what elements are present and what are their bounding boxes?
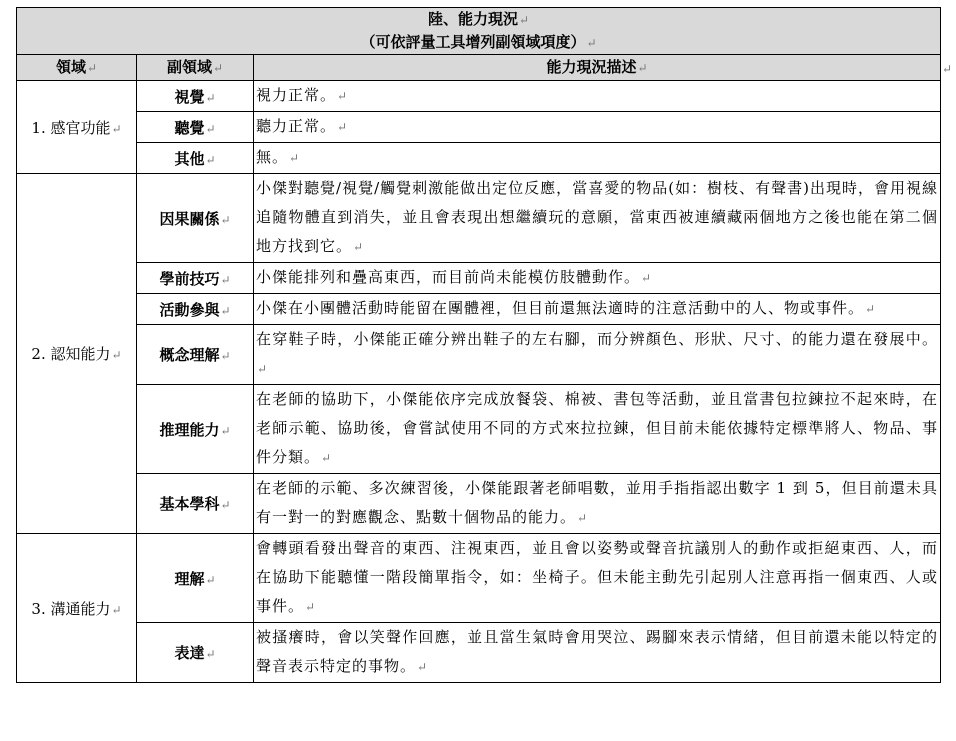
header-description: 能力現況描述↵	[254, 55, 941, 81]
description-cell: 聽力正常。↵	[254, 112, 941, 143]
title-line-1: 陸、能力現況	[427, 10, 518, 28]
subdomain-cell: 概念理解↵	[137, 325, 254, 385]
description-cell: 在穿鞋子時，小傑能正確分辨出鞋子的左右腳，而分辨顏色、形狀、尺寸、的能力還在發展中。↵	[254, 325, 941, 385]
subdomain-cell: 基本學科↵	[137, 474, 254, 534]
table-row	[17, 81, 941, 112]
title-line-2: （可依評量工具增列副領域項度）	[360, 33, 586, 51]
table-title: 陸、能力現況↵ （可依評量工具增列副領域項度）↵	[17, 8, 941, 55]
table-row	[17, 325, 941, 385]
description-cell: 視力正常。↵	[254, 81, 941, 112]
table-row	[17, 112, 941, 143]
domain-cell-communication: 3. 溝通能力↵	[17, 534, 137, 683]
description-cell: 小傑在小團體活動時能留在團體裡，但目前還無法適時的注意活動中的人、物或事件。↵	[254, 294, 941, 325]
domain-cell-sensory: 1. 感官功能↵	[17, 81, 137, 174]
description-cell: 在老師的協助下，小傑能依序完成放餐袋、棉被、書包等活動，並且當書包拉鍊拉不起來時，在老師示範、協助後，會嘗試使用不同的方式來拉拉鍊，但目前未能依據特定標準將人、物品、事件分類。↵	[254, 385, 941, 474]
header-subdomain: 副領域↵	[137, 55, 254, 81]
header-row	[17, 55, 941, 81]
subdomain-cell: 聽覺↵	[137, 112, 254, 143]
description-cell: 在老師的示範、多次練習後，小傑能跟著老師唱數，並用手指指認出數字 1 到 5，但目前還未具有一對一的對應觀念、點數十個物品的能力。↵	[254, 474, 941, 534]
domain-cell-cognitive: 2. 認知能力↵	[17, 174, 137, 534]
table-title-row	[17, 8, 941, 55]
table-row	[17, 294, 941, 325]
paragraph-mark: ↵	[942, 62, 953, 76]
subdomain-cell: 表達↵	[137, 623, 254, 683]
description-cell: 無。↵	[254, 143, 941, 174]
subdomain-cell: 推理能力↵	[137, 385, 254, 474]
table-row	[17, 623, 941, 683]
table-row	[17, 385, 941, 474]
table-row	[17, 263, 941, 294]
subdomain-cell: 因果關係↵	[137, 174, 254, 263]
description-cell: 被搔癢時，會以笑聲作回應，並且當生氣時會用哭泣、踢腳來表示情緒，但目前還未能以特定的聲音表示特定的事物。↵	[254, 623, 941, 683]
description-cell: 小傑能排列和疊高東西，而目前尚未能模仿肢體動作。↵	[254, 263, 941, 294]
subdomain-cell: 學前技巧↵	[137, 263, 254, 294]
subdomain-cell: 理解↵	[137, 534, 254, 623]
description-cell: 小傑對聽覺/視覺/觸覺刺激能做出定位反應，當喜愛的物品(如：樹枝、有聲書)出現時，會用視線追隨物體直到消失，並且會表現出想繼續玩的意願，當東西被連續藏兩個地方之後也能在第二個地方找到它。↵	[254, 174, 941, 263]
subdomain-cell: 活動參與↵	[137, 294, 254, 325]
description-cell: 會轉頭看發出聲音的東西、注視東西，並且會以姿勢或聲音抗議別人的動作或拒絕東西、人，而在協助下能聽懂一階段簡單指令，如：坐椅子。但未能主動先引起別人注意再指一個東西、人或事件。↵	[254, 534, 941, 623]
table-row	[17, 174, 941, 263]
table-row	[17, 534, 941, 623]
subdomain-cell: 視覺↵	[137, 81, 254, 112]
ability-status-table	[16, 7, 941, 683]
header-domain: 領域↵	[17, 55, 137, 81]
subdomain-cell: 其他↵	[137, 143, 254, 174]
table-row	[17, 143, 941, 174]
table-row	[17, 474, 941, 534]
